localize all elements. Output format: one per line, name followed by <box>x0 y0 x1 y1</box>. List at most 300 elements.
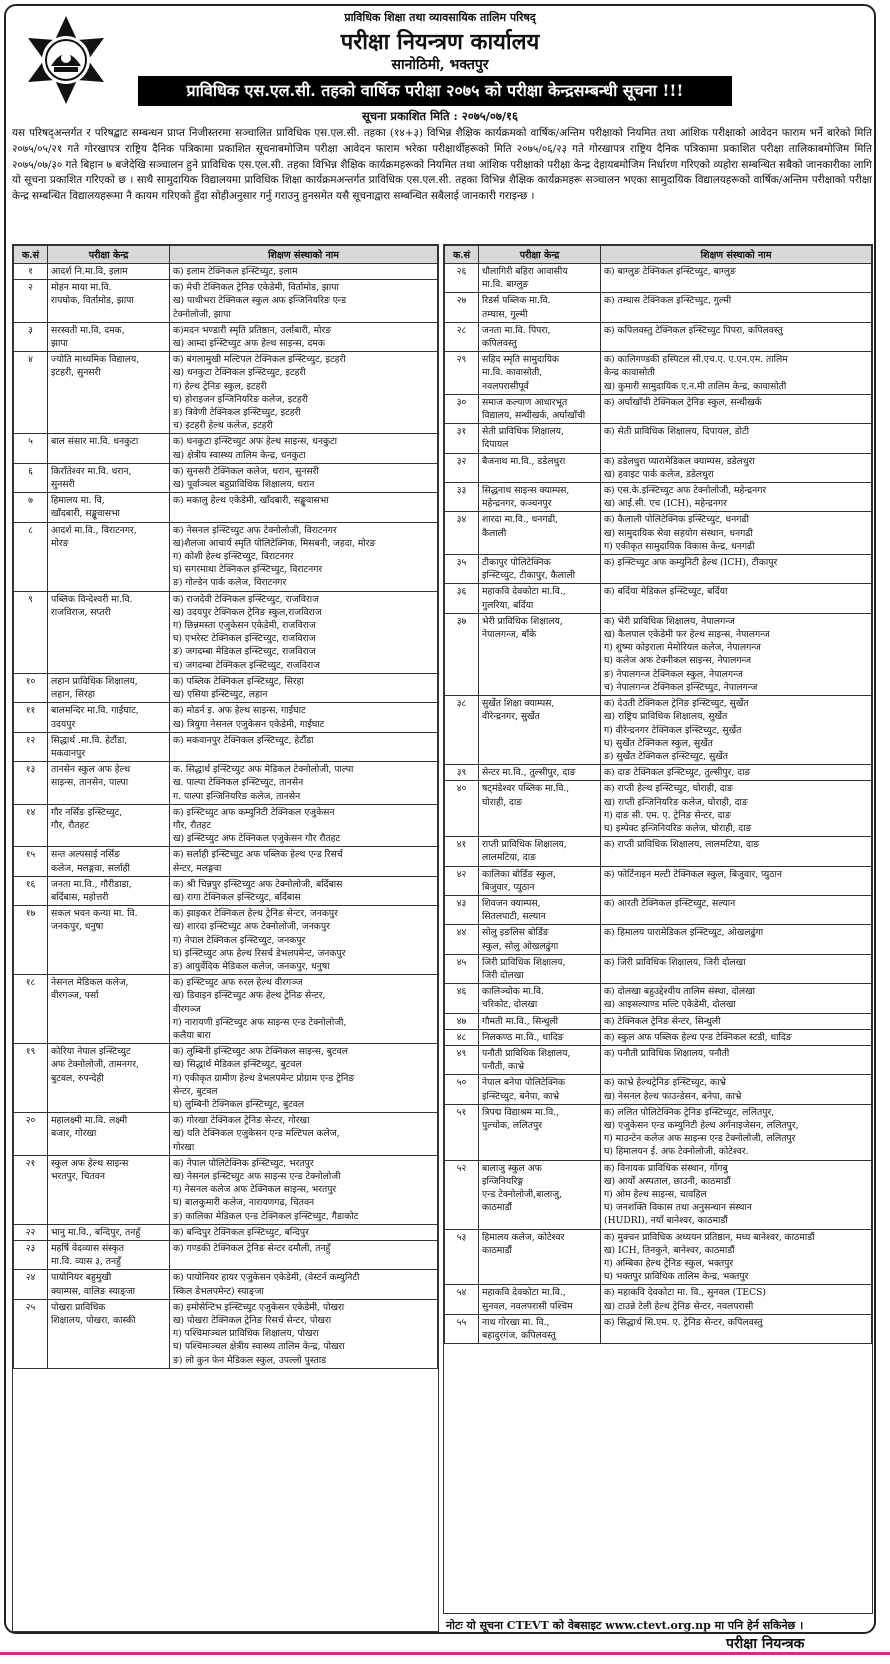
institution-line: क) नेसनल इन्स्टिच्युट अफ टेक्नोलोजी, विराटनगर <box>173 524 337 536</box>
institution-line: गोरखा <box>173 1141 195 1153</box>
exam-centre-line: वीरगञ्ज, पर्सा <box>51 990 99 1002</box>
table-row <box>445 322 872 351</box>
exam-centre-line: विद्यालय, सन्धीखर्क, अर्घाखाँची <box>482 410 586 422</box>
institution-line: ङ) सुर्खेत टेक्निकल इन्स्टिच्युट, सुर्खेत <box>604 750 728 762</box>
row-institutions <box>170 493 438 522</box>
institution-line: क) काभ्रे हेल्थट्रेनिङ इन्स्टिच्युट, काभ्रे <box>604 1077 726 1089</box>
institution-line: क)मदन भण्डारी स्मृति प्रतिष्ठान, उर्लाबारी, मोरङ <box>173 324 332 336</box>
institution-line: घ) इन्स्टिच्युट अफ हेल्थ रिसर्च डेभलपमेन्ट, जनकपुर <box>173 947 346 959</box>
institution-line: ङ) लो कुन फेन मेडिकल स्कुल, उपल्लो पुस्ताड <box>173 1354 327 1366</box>
exam-centre-line: घोराही, दाङ <box>482 796 523 808</box>
table-row <box>445 512 872 555</box>
exam-centre-line: सकल भवन कन्या मा. वि. <box>51 908 138 920</box>
exam-centre-line: सुनवल, नवलपरासी पश्चिम <box>482 1300 573 1312</box>
exam-centre-line: महर्षि वेदव्यास संस्कृत <box>51 1243 125 1255</box>
row-exam-centre <box>479 293 601 322</box>
institution-line: क) महाकवि देवकोटा मा. वि., सुनवल (TECS) <box>604 1287 766 1299</box>
row-exam-centre <box>479 322 601 351</box>
exam-centre-line: ज्योति माध्यमिक विद्यालय, <box>51 354 140 366</box>
table-row <box>14 1299 438 1368</box>
exam-centre-line: निलकण्ठ मा.वि., धादिङ <box>482 1031 564 1043</box>
row-exam-centre <box>479 1075 601 1104</box>
institution-line: ख. पाल्पा टेक्निकल इन्स्टिच्युट, तानसेन <box>173 777 304 789</box>
row-exam-centre <box>48 463 170 492</box>
institution-line: ख) पाथीभरा टेक्निकल स्कुल अफ इन्जिनियरिङ एन्ड <box>173 295 346 307</box>
institution-line: घ) सुर्खेत टेक्निकल स्कुल, सुर्खेत <box>604 737 713 749</box>
row-institutions <box>170 1044 438 1113</box>
row-institutions <box>601 293 872 322</box>
left-table-body <box>14 264 438 1369</box>
row-exam-centre <box>479 1229 601 1285</box>
row-exam-centre <box>479 765 601 781</box>
row-institutions <box>601 925 872 954</box>
table-row <box>445 954 872 983</box>
row-sn: ४१ <box>445 837 479 866</box>
row-institutions <box>601 781 872 837</box>
institution-line: ख) शारदा इन्स्टिच्युट अफ टेक्नोलोजी, जनकपुर <box>173 921 330 933</box>
table-row <box>14 264 438 280</box>
institution-line: क) पब्लिक टेक्निकल इन्स्टिच्युट, सिरहा <box>173 675 304 687</box>
institution-line: ख) एजुकेसन एन्ड कम्युनिटी हेल्थ अर्गनाइजेसन, ललितपुर, <box>604 1119 799 1131</box>
row-exam-centre <box>479 925 601 954</box>
row-institutions <box>601 483 872 512</box>
table-row <box>14 1241 438 1270</box>
row-institutions <box>601 984 872 1013</box>
centres-table-left <box>12 244 439 1632</box>
institution-line: ख)शैलजा आचार्य स्मृति पोलिटेक्निक, मिसबनी, जहदा, मोरङ <box>173 537 376 549</box>
institution-line: क) राप्ती हेल्थ इन्स्टिच्युट, घोराही, दाङ <box>604 783 733 795</box>
exam-centre-line: गौमती मा.वि., सिन्धुली <box>482 1015 559 1027</box>
council-name: प्राविधिक शिक्षा तथा व्यावसायिक तालिम परिषद् <box>344 11 536 24</box>
table-row <box>445 453 872 482</box>
publish-date: सूचना प्रकाशित मिति : २०७५/०७/१६ <box>361 109 519 123</box>
institution-line: ग) माउन्टेन कलेज अफ साइन्स एन्ड टेक्नोलोजी, ललितपुर <box>604 1133 796 1145</box>
row-institutions <box>601 765 872 781</box>
exam-centre-line: बालाजु स्कुल अफ <box>482 1162 542 1174</box>
row-sn: ४० <box>445 781 479 837</box>
row-sn: ४४ <box>445 925 479 954</box>
institution-line: क) दोलखा बहुउद्देश्यीय तालिम संस्था, दोलखा <box>604 986 756 998</box>
row-sn: ४ <box>14 352 48 434</box>
institution-line: क) अर्घाखाँची टेक्निकल ट्रेनिङ स्कुल, सन्धीखर्क <box>604 396 762 408</box>
row-institutions <box>170 906 438 975</box>
exam-centre-line: आदर्श नि.मा.वि, इलाम <box>51 266 128 277</box>
row-exam-centre <box>48 1270 170 1299</box>
exam-centre-line: काठमाडौं <box>482 1244 512 1256</box>
table-row <box>445 1314 872 1343</box>
table-row <box>14 591 438 673</box>
institution-line: क) बर्दिया मेडिकल इन्स्टिच्युट, बर्दिया <box>604 586 728 598</box>
institution-line: क) धनकुटा इन्स्टिच्युट अफ हेल्थ साइन्स, धनकुटा <box>173 436 338 448</box>
row-exam-centre <box>479 1013 601 1029</box>
institution-line: क) इन्स्टिच्युट अफ कम्युनिटी टेक्निकल एजुकेसन <box>173 806 335 818</box>
institution-line: क) टेक्निकल ट्रेनिङ सेन्टर, सिन्धुली <box>604 1015 721 1027</box>
institution-line: घ) लुम्बिनी टेक्निकल इन्स्टिच्युट, बुटवल <box>173 1098 305 1110</box>
exam-centre-line: बालमन्दिर मा.वि. गाईघाट, <box>51 705 139 717</box>
row-sn: ११ <box>14 703 48 732</box>
institution-line: क) पनौती प्राविधिक शिक्षालय, पनौती <box>604 1047 730 1059</box>
row-sn: ४७ <box>445 1013 479 1029</box>
row-exam-centre <box>479 352 601 395</box>
table-row <box>14 1113 438 1156</box>
table-row <box>14 906 438 975</box>
exam-centre-line: एन्ड टेक्नोलोजी,बालाजु, <box>482 1189 563 1200</box>
institution-line: क. सिद्धार्थ इन्स्टिच्युट अफ मेडिकल टेक्नोलोजी, पाल्पा <box>173 764 354 776</box>
row-exam-centre <box>48 703 170 732</box>
row-exam-centre <box>48 847 170 876</box>
row-exam-centre <box>48 264 170 280</box>
exam-centre-line: पब्लिक विन्देश्वरी मा.वि. <box>51 593 133 605</box>
row-institutions <box>170 876 438 905</box>
table-row <box>445 984 872 1013</box>
institution-line: क) सर्लाही इन्स्टिच्युट अफ पब्लिक हेल्थ एन्ड रिसर्च <box>173 849 343 861</box>
exam-centre-line: महालक्ष्मी मा.वि. लक्ष्मी <box>51 1115 128 1127</box>
exam-centre-line: नेसनल मेडिकल कलेज, <box>51 977 129 989</box>
row-exam-centre <box>48 1241 170 1270</box>
exam-centre-line: चरिकोट, दोलखा <box>482 999 538 1011</box>
row-exam-centre <box>48 762 170 805</box>
row-sn: ३८ <box>445 696 479 765</box>
row-sn: ४२ <box>445 866 479 895</box>
exam-centre-line: नेपाल बनेपा पोलिटेक्निक <box>482 1077 566 1089</box>
exam-centre-line: मा.वि. व्यास ३, तनहुँ <box>51 1256 121 1268</box>
centres-table-right <box>443 244 873 1614</box>
row-sn: ४९ <box>445 1045 479 1074</box>
row-sn: ३९ <box>445 765 479 781</box>
row-sn: ५१ <box>445 1104 479 1160</box>
institution-line: ख) इन्स्टिच्युट अफ टेक्निकल एजुकेसन गौर रौतहट <box>173 833 341 845</box>
row-institutions <box>601 264 872 293</box>
row-institutions <box>601 1314 872 1343</box>
row-exam-centre <box>479 895 601 924</box>
exam-centre-line: सितलपाटी, सल्यान <box>482 911 546 923</box>
exam-centre-line: पुल्चोक, ललितपुर <box>482 1119 542 1131</box>
exam-centre-line: जिरी दोलखा <box>482 969 524 981</box>
exam-centre-line: काठमाडौं <box>482 1202 512 1214</box>
institution-line: सेन्टर, बुटवल <box>173 1085 218 1097</box>
row-sn: १८ <box>14 975 48 1044</box>
row-institutions <box>601 424 872 453</box>
row-exam-centre <box>479 1045 601 1074</box>
exam-centre-line: कैलाली <box>482 527 507 539</box>
exam-centre-line: कपिलवस्तु <box>482 338 517 350</box>
institution-line: क) तम्घास टेक्निकल इन्स्टिच्युट, गुल्मी <box>604 295 732 307</box>
office-name: परीक्षा नियन्त्रण कार्यालय <box>340 29 540 55</box>
exam-centre-line: झापा <box>51 338 68 350</box>
table-row <box>14 322 438 351</box>
table-row <box>445 1104 872 1160</box>
row-institutions <box>601 895 872 924</box>
exam-centre-line: भरतपुर, चितवन <box>51 1171 105 1182</box>
exam-centre-line: कालिका बोर्डिङ स्कुल, <box>482 868 556 880</box>
row-exam-centre <box>48 522 170 591</box>
row-exam-centre <box>479 1104 601 1160</box>
row-institutions <box>601 512 872 555</box>
row-sn: ३१ <box>445 424 479 453</box>
table-row <box>14 1044 438 1113</box>
institution-line: घ) पश्चिमाञ्चल क्षेत्रीय स्वास्थ्य तालिम केन्द्र, पोखरा <box>173 1341 345 1353</box>
institution-line: क) गोरखा टेक्निकल ट्रेनिङ सेन्टर, गोरखा <box>173 1115 310 1127</box>
institution-line: (HUDRI), नयाँ बानेश्वर, काठमाडौं <box>604 1215 728 1227</box>
institution-line: ग. पाल्पा इन्जिनियरिङ कलेज, तानसेन <box>173 790 301 802</box>
exam-centre-line: वीरेन्द्रनगर, सुर्खेत <box>482 711 540 723</box>
institution-line: ग) नेपाल टेक्निकल इन्स्टिच्युट, जनकपुर <box>173 934 306 946</box>
institution-line: ग) एकीकृत ग्रामीण हेल्थ डेभलपमेन्ट प्रोग्राम एन्ड ट्रेनिङ <box>173 1072 355 1084</box>
institution-line: क) मकालु हेल्थ एकेडेमी, खाँदबारी, सङ्खुवासभा <box>173 495 329 507</box>
table-row <box>14 280 438 323</box>
institution-line: क) राजदेवी टेक्निकल इन्स्टिच्युट, राजविराज <box>173 593 319 605</box>
office-location: सानोठिमी, भक्तपुर <box>391 57 489 73</box>
row-sn: ६ <box>14 463 48 492</box>
institution-line: स्किल डेभलपमेन्ट) स्याङ्जा <box>173 1285 264 1297</box>
exam-centre-line: गुलरिया, बर्दिया <box>482 599 534 611</box>
exam-centre-line: रापघोक, विर्तामोड, झापा <box>51 295 134 307</box>
institution-line: ग) छिन्नमस्ता एजुकेसन एकेडेमी, राजविराज <box>173 620 316 632</box>
exam-centre-line: गौर नर्सिङ इन्स्टिच्युट, <box>51 806 123 818</box>
row-exam-centre <box>479 1285 601 1314</box>
institution-line: ख) क्षेत्रीय स्वास्थ्य तालिम केन्द्र, धनकुटा <box>173 449 306 461</box>
exam-centre-line: खाँदबारी, सङ्खुवासभा <box>51 508 120 520</box>
exam-centre-line: पनौती प्राविधिक शिक्षालय, <box>482 1047 571 1059</box>
row-sn: २५ <box>14 1299 48 1368</box>
institution-line: क) इन्स्टिच्युट अफ कम्युनिटी हेल्थ (ICH), टीकापुर <box>604 557 778 569</box>
exam-centre-line: बुटवल, रुपन्देही <box>51 1072 104 1084</box>
row-exam-centre <box>479 512 601 555</box>
row-exam-centre <box>479 555 601 584</box>
institution-line: ग) दाङ सी. एम. ए. ट्रेनिङ सेन्टर, दाङ <box>604 809 731 821</box>
row-sn: ३३ <box>445 483 479 512</box>
row-exam-centre <box>479 394 601 423</box>
exam-centre-line: तम्घास, गुल्मी <box>482 308 528 320</box>
row-institutions <box>170 280 438 323</box>
institution-line: क) झाइकर टेक्निकल हेल्थ ट्रेनिङ सेन्टर, जनकपुर <box>173 908 338 920</box>
institution-line: ख) राष्ट्रिय प्राविधिक शिक्षालय, सुर्खेत <box>604 711 728 723</box>
row-institutions <box>601 1229 872 1285</box>
row-sn: ३६ <box>445 584 479 613</box>
table-row <box>445 584 872 613</box>
institution-line: ख) आइसल्याण्ड मल्टि एकेडेमी, दोलखा <box>604 999 736 1011</box>
institution-line: क) जिरी प्राविधिक शिक्षालय, जिरी दोलखा <box>604 956 746 968</box>
exam-centre-line: बजार, गोरखा <box>51 1128 97 1140</box>
exam-centre-line: कोरिया नेपाल इन्स्टिच्युट <box>51 1046 131 1058</box>
row-sn: ३० <box>445 394 479 423</box>
row-institutions <box>601 1013 872 1029</box>
exam-centre-line: साइन्स, तानसेन, पाल्पा <box>51 777 129 789</box>
table-row <box>14 876 438 905</box>
row-institutions <box>170 1224 438 1240</box>
institution-line: ङ) गोल्डेन पार्क कलेज, विराटनगर <box>173 577 287 589</box>
row-sn: ४८ <box>445 1029 479 1045</box>
row-institutions <box>601 613 872 695</box>
row-exam-centre <box>479 954 601 983</box>
row-exam-centre <box>48 322 170 351</box>
institution-line: क) सेती प्राविधिक शिक्षालय, दिपायल, डोटी <box>604 426 749 438</box>
institution-line: क) इमोसेन्टिभ इन्स्टिच्युट एजुकेसन एकेडेमी, पोखरा <box>173 1301 345 1313</box>
exam-centre-line: सेती प्राविधिक शिक्षालय, <box>482 426 564 438</box>
right-table-body <box>445 264 872 1344</box>
row-sn: ५ <box>14 434 48 463</box>
exam-centre-line: उदयपुर <box>51 718 76 730</box>
exam-centre-line: भानु मा.वि., बन्दिपुर, तनहुँ <box>51 1226 141 1238</box>
row-sn: २६ <box>445 264 479 293</box>
institution-line: ख) यति टेक्निकल एजुकेसन एन्ड मल्टिपल कलेज, <box>173 1128 340 1140</box>
row-sn: १६ <box>14 876 48 905</box>
notice-page <box>4 4 876 1652</box>
exam-centre-line: इटहरी, सुनसरी <box>51 367 101 379</box>
row-exam-centre <box>48 1155 170 1224</box>
institution-line: क) बन्दिपुर टेक्निकल इन्स्टिच्युट, बन्दिपुर <box>173 1226 309 1238</box>
exam-centre-line: इन्स्टिच्युट, बनेपा, काभ्रे <box>482 1090 560 1102</box>
institution-line: क) ललित पोलिटेक्निक ट्रेनिङ इन्स्टिच्युट, ललितपुर, <box>604 1106 775 1118</box>
row-sn: ४६ <box>445 984 479 1013</box>
institution-line: क) मोडर्न इ. अफ हेल्थ साइन्स, गाईघाट <box>173 705 306 717</box>
row-institutions <box>601 1075 872 1104</box>
table-row <box>445 1160 872 1229</box>
row-institutions <box>170 975 438 1044</box>
institution-line: ङ) त्रिवेणी टेक्निकल इन्स्टिच्युट, इटहरी <box>173 407 301 419</box>
row-sn: ३४ <box>445 512 479 555</box>
row-institutions <box>601 584 872 613</box>
row-sn: १७ <box>14 906 48 975</box>
table-row <box>445 613 872 695</box>
institution-line: क) कपिलवस्तु टेक्निकल इन्स्टिच्युट पिपरा, कपिलवस्तु <box>604 324 783 336</box>
row-institutions <box>170 703 438 732</box>
row-institutions <box>601 394 872 423</box>
institution-line: ग) ओम हेल्थ साइन्स, चावहिल <box>604 1189 707 1200</box>
row-sn: ४३ <box>445 895 479 924</box>
institution-line: ख) पूर्वाञ्चल बहुप्राविधिक शिक्षालय, धरान <box>173 479 315 491</box>
institution-line: क) लुम्बिनी इन्स्टिच्युट अफ टेक्निकल साइन्स, बुटवल <box>173 1046 348 1058</box>
row-sn: २१ <box>14 1155 48 1224</box>
row-exam-centre <box>479 483 601 512</box>
institution-line: क) फोर्टिनाइन मल्टी टेक्निकल स्कुल, बिजुवार, प्युठान <box>604 868 782 880</box>
institution-line: ग) अम्बिका हेल्थ ट्रेनिङ स्कुल, भक्तपुर <box>604 1258 734 1270</box>
exam-centre-line: हिमालय कलेज, कोटेश्वर <box>482 1231 565 1243</box>
row-exam-centre <box>479 584 601 613</box>
institution-line: क) मुक्चन प्राविधिक अध्ययन प्रतिष्ठान, मध्य बानेश्वर, काठमाडौं <box>604 1231 815 1243</box>
row-institutions <box>170 522 438 591</box>
exam-centre-line: सेन्टर मा.वि., तुल्सीपुर, दाङ <box>482 767 576 779</box>
table-row <box>14 522 438 591</box>
institution-line: क) बाग्लुङ टेक्निकल इन्स्टिच्युट, बाग्लुङ <box>604 266 736 277</box>
institution-line: टेक्नोलोजी, झापा <box>173 308 231 320</box>
row-institutions <box>601 837 872 866</box>
row-sn: २९ <box>445 352 479 395</box>
institution-line: घ) इम्पेक्ट इन्जिनियरिङ कलेज, घोराही, दाङ <box>604 822 752 834</box>
header-institutions: शिक्षण संस्थाको नाम <box>170 246 438 264</box>
table-row <box>14 847 438 876</box>
exam-centre-line: जिरी प्राविधिक शिक्षालय, <box>482 956 566 968</box>
row-exam-centre <box>479 1160 601 1229</box>
header-sn: क.सं <box>445 246 479 264</box>
exam-centre-line: जनता मा.वि. पिपरा, <box>482 324 551 336</box>
table-row <box>445 264 872 293</box>
row-exam-centre <box>48 876 170 905</box>
row-exam-centre <box>479 866 601 895</box>
table-row <box>14 703 438 732</box>
exam-centre-line: बर्दिबास, महोत्तरी <box>51 891 109 903</box>
table-row <box>14 732 438 761</box>
exam-centre-line: मोरङ <box>51 537 69 549</box>
exam-centre-line: इन्जिनियरिङ्ग <box>482 1175 524 1187</box>
exam-centre-line: लालमटिया, दाङ <box>482 852 537 864</box>
row-exam-centre <box>48 906 170 975</box>
exam-centre-line: पनौती, काभ्रे <box>482 1061 525 1073</box>
institution-line: ख) पोखरा टेक्निकल ट्रेनिङ रिसर्च सेन्टर, पोखरा <box>173 1315 332 1327</box>
row-sn: २७ <box>445 293 479 322</box>
row-institutions <box>601 352 872 395</box>
table-row <box>445 1285 872 1314</box>
exam-centre-line: मोहन माया मा.वि. <box>51 282 112 294</box>
exam-centre-line: शिवजन क्याम्पस, <box>482 897 541 909</box>
row-sn: ५४ <box>445 1285 479 1314</box>
exam-centre-line: मकवानपुर <box>51 747 86 759</box>
institution-line: ङ) आयुर्वेदिक मेडिकल कलेज, जनकपुर, धनुषा <box>173 960 330 972</box>
row-exam-centre <box>479 984 601 1013</box>
row-sn: ३२ <box>445 453 479 482</box>
exam-centre-line: महाकवि देवकोटा मा.वि., <box>482 1287 566 1299</box>
institution-line: ख) धनकुटा टेक्निकल इन्स्टिच्युट, इटहरी <box>173 367 306 379</box>
exam-centre-line: नाथ गोरखा मा. वि., <box>482 1316 550 1328</box>
row-sn: २० <box>14 1113 48 1156</box>
table-row <box>14 463 438 492</box>
table-row <box>445 866 872 895</box>
exam-centre-line: भेरी प्राविधिक शिक्षालय, <box>482 615 563 627</box>
exam-centre-line: किराँतेश्वर मा.वि. धरान, <box>51 465 132 477</box>
row-sn: ५५ <box>445 1314 479 1343</box>
institution-line: घ) जनशक्ति विकास तथा अनुसन्धान संस्थान <box>604 1202 752 1214</box>
row-sn: २२ <box>14 1224 48 1240</box>
institution-line: ख) आई.सी. एच (ICH), महेन्द्रनगर <box>604 498 727 510</box>
row-exam-centre <box>479 453 601 482</box>
exam-centre-line: मा.वि. कावासोती, <box>482 367 543 379</box>
exam-centre-line: कालिञ्चोक मा.वि. <box>482 986 544 998</box>
notice-title-banner: प्राविधिक एस.एल.सी. तहको वार्षिक परीक्षा २०७५ को परीक्षा केन्द्रसम्बन्धी सूचना !!! <box>138 76 732 106</box>
exam-centre-line: अफ टेक्नोलोजी, तामनगर, <box>51 1059 139 1071</box>
row-institutions <box>170 1241 438 1270</box>
institution-line: ग) नारायणी इन्स्टिच्युट अफ साइन्स एन्ड टेक्नोलोजी, <box>173 1016 347 1028</box>
row-exam-centre <box>479 837 601 866</box>
institution-line: सेन्टर, मलङ्गवा <box>173 862 222 874</box>
institution-line: क) बंगलामुखी मल्टिपल टेक्निकल इन्स्टिच्युट, इटहरी <box>173 354 346 366</box>
table-row <box>14 975 438 1044</box>
row-exam-centre <box>48 673 170 702</box>
row-sn: १४ <box>14 804 48 847</box>
row-sn: ७ <box>14 493 48 522</box>
table-row <box>14 1155 438 1224</box>
exam-centre-line: बाल संसार मा.वि. धनकुटा <box>51 436 139 448</box>
row-sn: ५२ <box>445 1160 479 1229</box>
exam-centre-line: बैजनाथ मा.वि., डडेलधुरा <box>482 455 566 467</box>
exam-centre-line: शारदा मा.वि., धनगढी, <box>482 514 559 526</box>
row-institutions <box>170 463 438 492</box>
row-institutions <box>170 762 438 805</box>
institution-line: क) हिमालय पारामेडिकल इन्स्टिच्युट, ओखलढुंगा <box>604 927 764 939</box>
institution-line: घ) भक्तपुर प्राविधिक तालिम केन्द्र, भक्तपुर <box>604 1271 749 1283</box>
row-sn: ३५ <box>445 555 479 584</box>
row-institutions <box>170 591 438 673</box>
institution-line: ख) कुमारी सामुदायिक ए.न.मी तालिम केन्द्र, कावासोती <box>604 380 787 392</box>
row-exam-centre <box>48 1113 170 1156</box>
intro-paragraph: यस परिषद्अन्तर्गत र परिषद्बाट सम्बन्धन प्राप्त निजीस्तरमा सञ्चालित प्राविधिक एस.एल.सी. तहका (१४+३) विभिन्न शैक्षिक कार्यक्रमको वार्षिक/अन्तिम परीक्षाको नियमित तथा आंशिक परीक्षाको आवेदन फाराम भर्ने बारेको मिति २०७५/०५/२१ गते गोरखापत्र राष्ट्रिय दैनिक पत्रिकामा प्रकाशित सूचनाबमोजिम परीक्षा आवेदन फाराम भरेका परीक्षार्थीहरूको मिति २०७५/०६/२३ गते गोरखापत्र राष्ट्रिय दैनिक पत्रिकामा प्रकाशित परीक्षा तालिकाबमोजिम मिति २०७५/०७/३० गते बिहान ७ बजेदेखि सञ्चालन हुने प्राविधिक एस.एल.सी. तहका विभिन्न शैक्षिक कार्यक्रमहरूको नियमित तथा आंशिक परीक्षाको परीक्षा केन्द्र देहायबमोजिम निर्धारण गरिएको व्यहोरा सम्बन्धित सबैको जानकारीका लागि यो सूचना प्रकाशित गरिएको छ । साथै सामुदायिक विद्यालयमा प्राविधिक शिक्षा कार्यक्रमअन्तर्गत प्राविधिक एस.एल.सी. तहका विभिन्न शैक्षिक कार्यक्रमहरू सञ्चालन भएका सामुदायिक विद्यालयहरूको वार्षिक/अन्तिम परीक्षाको परीक्षा केन्द्र सम्बन्धित विद्यालयहरूमा नै कायम गरिएको हुँदा सोहीअनुसार गर्नु गराउनु हुनसमेत यसै सूचनाद्वारा सम्बन्धित सबैलाई जानकारी गराइन्छ । <box>12 127 872 203</box>
row-institutions <box>170 732 438 761</box>
row-exam-centre <box>479 1314 601 1343</box>
exam-centre-line: बहादुरगंज, कपिलवस्तु <box>482 1330 556 1342</box>
exam-centre-line: पायोनियर बहुमुखी <box>51 1272 112 1284</box>
table-row <box>14 493 438 522</box>
row-institutions <box>170 673 438 702</box>
institution-line: ग) पश्चिमाञ्चल प्राविधिक शिक्षालय, पोखरा <box>173 1328 319 1340</box>
